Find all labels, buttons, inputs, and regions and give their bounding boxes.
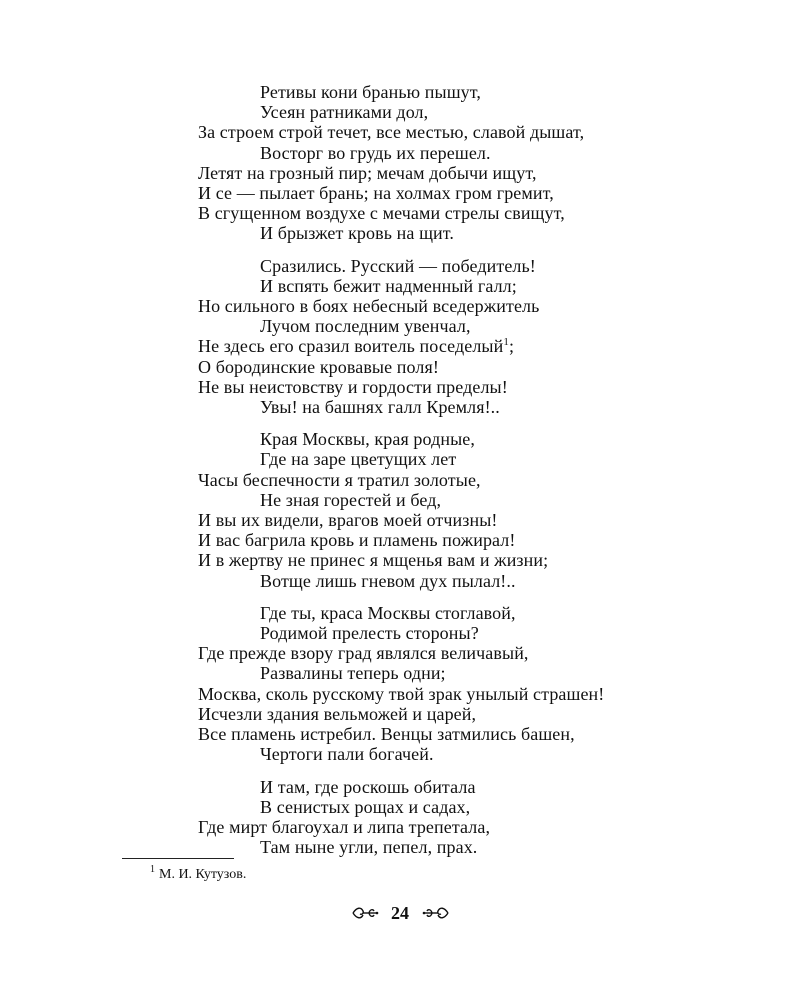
poem-line: Часы беспечности я тратил золотые, — [198, 469, 481, 490]
poem-line: За строем строй течет, все местью, славой дышат, — [198, 122, 585, 143]
poem-line: И се — пылает брань; на холмах гром гремит, — [198, 183, 554, 204]
poem-line: И вы их видели, врагов моей отчизны! — [198, 510, 498, 531]
poem-line: Увы! на башнях галл Кремля!.. — [260, 397, 500, 418]
poem-line: И в жертву не принес я мщенья вам и жизни; — [198, 550, 549, 571]
poem-line: Чертоги пали богачей. — [260, 744, 434, 765]
poem-line: И вспять бежит надменный галл; — [260, 275, 517, 296]
poem-line: Все пламень истребил. Венцы затмились башен, — [198, 724, 575, 745]
poem-line: Не вы неистовству и гордости пределы! — [198, 376, 508, 397]
poem-line: И там, где роскошь обитала — [260, 776, 476, 797]
poem-line: Сразились. Русский — победитель! — [260, 255, 536, 276]
poem-line: Вотще лишь гневом дух пылал!.. — [260, 570, 516, 591]
poem-line: Москва, сколь русскому твой зрак унылый страшен! — [198, 683, 605, 704]
poem-line-punctuation: ; — [508, 336, 515, 357]
poem-line: Усеян ратниками дол, — [260, 102, 429, 123]
poem-text — [198, 82, 758, 869]
poem-line: Исчезли здания вельможей и царей, — [198, 703, 477, 724]
poem-line: Развалины теперь одни; — [260, 663, 446, 684]
poem-line: Где на заре цветущих лет — [260, 449, 457, 470]
poem-line: В сенистых рощах и садах, — [260, 796, 471, 817]
poem-line: Лучом последним увенчал, — [260, 316, 471, 337]
stanza-1 — [198, 82, 758, 244]
stanza-5 — [198, 777, 758, 858]
footnote-reference: 1 — [503, 336, 509, 349]
poem-line: О бородинские кровавые поля! — [198, 356, 439, 377]
poem-line: Родимой прелесть стороны? — [260, 623, 479, 644]
page-number-block — [0, 902, 800, 926]
poem-line: Летят на грозный пир; мечам добычи ищут, — [198, 162, 537, 183]
stanza-2 — [198, 256, 758, 418]
poem-line: Но сильного в боях небесный вседержитель — [198, 296, 540, 317]
poem-line: Там ныне угли, пепел, прах. — [260, 837, 478, 858]
footnote-text: М. И. Кутузов. — [159, 867, 247, 882]
poem-line: Восторг во грудь их перешел. — [260, 142, 491, 163]
stanza-3 — [198, 429, 758, 591]
poem-line: Не зная горестей и бед, — [260, 489, 442, 510]
poem-line: Ретивы кони бранью пышут, — [260, 82, 481, 102]
poem-line: Где мирт благоухал и липа трепетала, — [198, 816, 491, 837]
poem-line: И брызжет кровь на щит. — [260, 223, 454, 244]
poem-line-text: Не здесь его сразил воитель поседелый — [198, 336, 504, 357]
poem-line: Где ты, краса Москвы стоглавой, — [260, 602, 516, 623]
footnote — [150, 866, 246, 884]
footnote-marker: 1 — [150, 864, 155, 876]
poem-line-with-footnote — [198, 336, 758, 356]
footnote-divider — [122, 858, 234, 859]
poem-line: Где прежде взору град являлся величавый, — [198, 643, 529, 664]
page-number: 24 — [391, 903, 409, 923]
right-ornament-icon — [422, 904, 450, 926]
poem-line: И вас багрила кровь и пламень пожирал! — [198, 530, 516, 551]
left-ornament-icon — [351, 904, 379, 926]
stanza-4 — [198, 603, 758, 765]
poem-line: В сгущенном воздухе с мечами стрелы свищут, — [198, 203, 565, 224]
poem-line: Края Москвы, края родные, — [260, 429, 475, 450]
